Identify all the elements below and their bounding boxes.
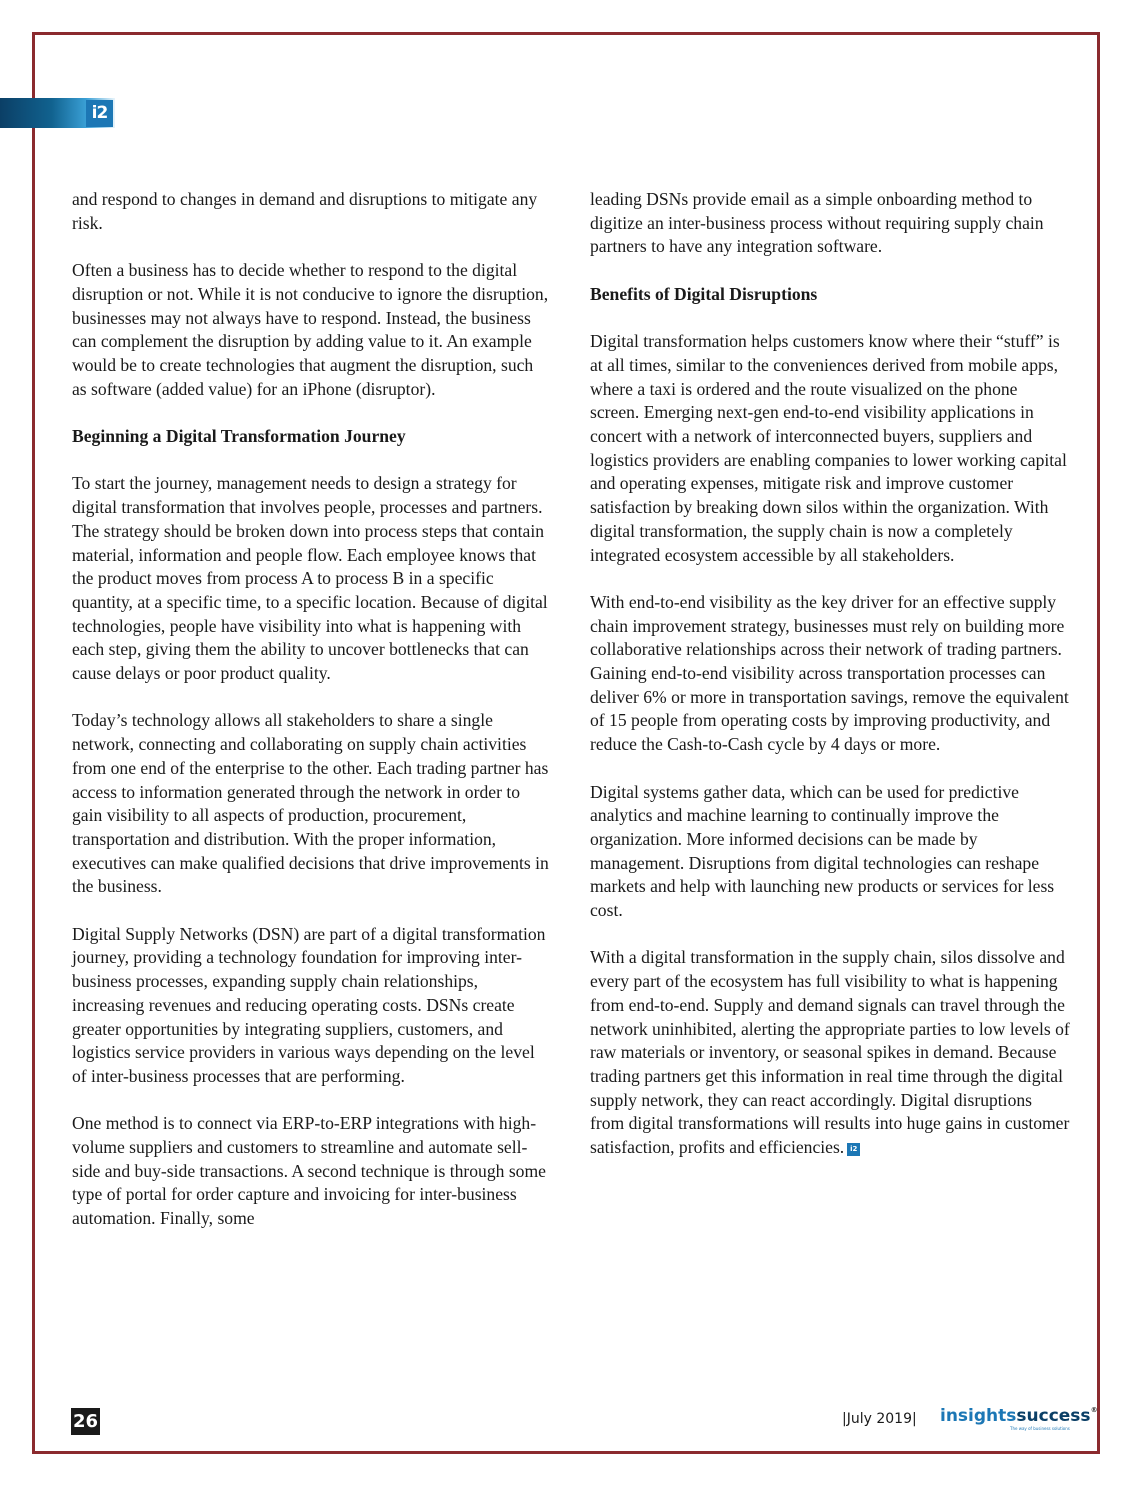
left-paragraph-5: Digital Supply Networks (DSN) are part of a digital transformation journey, providing a technology foundation for improving inter-business processes, expanding supply chain relationships, increasing revenues and reducing operating costs. DSNs create greater opportunities by integrating suppliers, customers, and logistics service providers in various ways depending on the level of inter-business processes that are performing.: [72, 923, 546, 1086]
right-paragraph-3: With end-to-end visibility as the key driver for an effective supply chain improvement strategy, businesses must rely on building more collaborative relationships across their network of trading partners. Gaining end-to-end visibility across transportation processes can deliver 6% or more in transportation savings, remove the equivalent of 15 people from operating costs by improving productivity, and reduce the Cash-to-Cash cycle by 4 days or more.: [590, 591, 1069, 755]
right-paragraph-1: leading DSNs provide email as a simple onboarding method to digitize an inter-business process without requiring supply chain partners to have any integration software.: [590, 189, 1044, 257]
registered-mark: ®: [1090, 1406, 1098, 1414]
right-paragraph-2: Digital transformation helps customers know where their “stuff” is at all times, similar to the conveniences derived from mobile apps, where a taxi is ordered and the route visualized on the phone screen. Emerging next-gen end-to-end visibility applications in concert with a network of interconnected buyers, suppliers and logistics providers are enabling companies to lower working capital and operating expenses, mitigate risk and improve customer satisfaction by breaking down silos within the organization. With digital transformation, the supply chain is now a completely integrated ecosystem accessible by all stakeholders.: [590, 331, 1067, 565]
right-paragraph-5: [590, 946, 1070, 1159]
article-end-mark-icon: i2: [847, 1143, 860, 1156]
issue-date: |July 2019|: [842, 1411, 917, 1427]
brand-logo-part1: insights: [940, 1406, 1017, 1426]
section-heading-benefits: Benefits of Digital Disruptions: [590, 283, 818, 304]
left-paragraph-4: Today’s technology allows all stakeholders to share a single network, connecting and collaborating on supply chain activities from one end of the enterprise to the other. Each trading partner has access to information generated through the network in order to gain visibility to all aspects of production, procurement, transportation and distribution. With the proper information, executives can make qualified decisions that drive improvements in the business.: [72, 710, 549, 897]
right-column: [590, 188, 1070, 1183]
brand-tagline: The way of business solutions: [1010, 1426, 1070, 1431]
left-paragraph-2: Often a business has to decide whether to respond to the digital disruption or not. While it is not conducive to ignore the disruption, businesses may not always have to respond. Instead, the business can complement the disruption by adding value to it. An example would be to create technologies that augment the disruption, such as software (added value) for an iPhone (disruptor).: [72, 260, 549, 399]
right-paragraph-4: Digital systems gather data, which can be used for predictive analytics and machine learning to continually improve the organization. More informed decisions can be made by management. Disruptions from digital technologies can reshape markets and help with launching new products or services for less cost.: [590, 781, 1055, 921]
left-column: [72, 188, 550, 1255]
brand-logo-part2: success: [1016, 1406, 1091, 1426]
left-paragraph-6: One method is to connect via ERP-to-ERP integrations with high-volume suppliers and customers to streamline and automate sell-side and buy-side transactions. A second technique is through some type of portal for order capture and invoicing for inter-business automation. Finally, some: [72, 1113, 546, 1229]
i2-logo-icon: i2: [86, 100, 113, 127]
right-paragraph-5-text: With a digital transformation in the supply chain, silos dissolve and every part of the ecosystem has full visibility to what is happening from end-to-end. Supply and demand signals can travel through the network uninhibited, alerting the appropriate parties to low levels of raw materials or inventory, or seasonal spikes in demand. Because trading partners get this information in real time through the digital supply network, they can react accordingly. Digital disruptions from digital transformations will results into huge gains in customer satisfaction, profits and efficiencies.: [590, 947, 1070, 1158]
left-paragraph-1: and respond to changes in demand and disruptions to mitigate any risk.: [72, 189, 538, 233]
page-number: 26: [71, 1408, 100, 1435]
brand-logo: [940, 1406, 1098, 1426]
section-heading-beginning: Beginning a Digital Transformation Journey: [72, 426, 406, 446]
left-paragraph-3: To start the journey, management needs to design a strategy for digital transformation that involves people, processes and partners. The strategy should be broken down into process steps that contain material, information and people flow. Each employee knows that the product moves from process A to process B in a specific quantity, at a specific time, to a specific location. Because of digital technologies, people have visibility into what is happening with each step, giving them the ability to uncover bottlenecks that can cause delays or poor product quality.: [72, 473, 548, 684]
